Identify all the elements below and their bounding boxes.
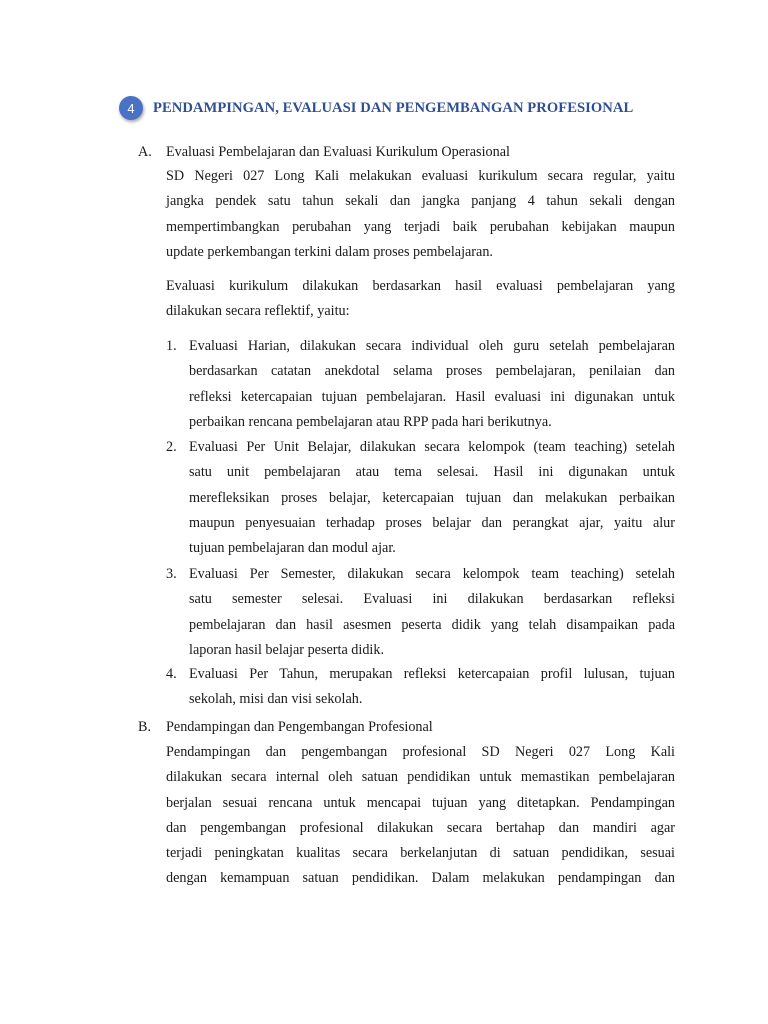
- paragraph-line: Pendampingan dan pengembangan profesional SD Negeri 027 Long Kali: [166, 744, 675, 760]
- list-item-line: satu semester selesai. Evaluasi ini dilakukan berdasarkan refleksi: [189, 591, 675, 608]
- paragraph-line: dengan kemampuan satuan pendidikan. Dalam melakukan pendampingan dan: [166, 870, 675, 887]
- paragraph-line: mempertimbangkan perubahan yang terjadi baik perubahan kebijakan maupun: [166, 218, 675, 235]
- subsection-a-paragraph-1: [166, 164, 675, 265]
- list-item-number: 3.: [166, 566, 177, 582]
- list-item-line: berdasarkan catatan anekdotal selama proses pembelajaran, penilaian dan: [189, 363, 675, 380]
- list-item-line: satu unit pembelajaran atau tema selesai. Hasil ini digunakan untuk: [189, 464, 675, 481]
- subsection-b-title: Pendampingan dan Pengembangan Profesional: [166, 719, 433, 735]
- subsection-a-letter: A.: [138, 144, 152, 160]
- list-item-line: Evaluasi Per Tahun, merupakan refleksi ketercapaian profil lulusan, tujuan: [189, 666, 675, 682]
- list-item-line: tujuan pembelajaran dan modul ajar.: [189, 540, 396, 557]
- list-item-line: sekolah, misi dan visi sekolah.: [189, 691, 363, 708]
- list-item-line: perbaikan rencana pembelajaran atau RPP pada hari berikutnya.: [189, 413, 552, 430]
- paragraph-line: jangka pendek satu tahun sekali dan jangka panjang 4 tahun sekali dengan: [166, 193, 675, 210]
- paragraph-line: Evaluasi kurikulum dilakukan berdasarkan hasil evaluasi pembelajaran yang: [166, 278, 675, 294]
- list-item: [189, 662, 675, 713]
- subsection-a-title: Evaluasi Pembelajaran dan Evaluasi Kurikulum Operasional: [166, 144, 510, 160]
- list-item-line: refleksi ketercapaian tujuan pembelajaran. Hasil evaluasi ini digunakan untuk: [189, 388, 675, 405]
- paragraph-line: terjadi peningkatan kualitas secara berkelanjutan di satuan pendidikan, sesuai: [166, 845, 675, 862]
- paragraph-line: dilakukan secara internal oleh satuan pendidikan untuk memastikan pembelajaran: [166, 769, 675, 786]
- list-item-number: 1.: [166, 338, 177, 354]
- list-item-line: Evaluasi Per Unit Belajar, dilakukan secara kelompok (team teaching) setelah: [189, 439, 675, 455]
- subsection-b-paragraph-1: [166, 740, 675, 892]
- list-item: [189, 334, 675, 435]
- list-item-number: 2.: [166, 439, 177, 455]
- subsection-a-paragraph-2: [166, 274, 675, 325]
- paragraph-line: dilakukan secara reflektif, yaitu:: [166, 303, 350, 320]
- paragraph-line: update perkembangan terkini dalam proses pembelajaran.: [166, 243, 493, 260]
- list-item-line: Evaluasi Harian, dilakukan secara individual oleh guru setelah pembelajaran: [189, 338, 675, 354]
- paragraph-line: SD Negeri 027 Long Kali melakukan evaluasi kurikulum secara regular, yaitu: [166, 168, 675, 184]
- list-item-line: merefleksikan proses belajar, ketercapaian tujuan dan melakukan perbaikan: [189, 489, 675, 506]
- list-item: [189, 562, 675, 663]
- subsection-b-letter: B.: [138, 719, 152, 735]
- list-item-line: Evaluasi Per Semester, dilakukan secara kelompok team teaching) setelah: [189, 566, 675, 582]
- list-item: [189, 435, 675, 561]
- list-item-number: 4.: [166, 666, 177, 682]
- list-item-line: maupun penyesuaian terhadap proses belajar dan perangkat ajar, yaitu alur: [189, 514, 675, 531]
- list-item-line: pembelajaran dan hasil asesmen peserta didik yang telah disampaikan pada: [189, 616, 675, 633]
- section-number-badge: 4: [119, 96, 143, 120]
- section-heading-title: PENDAMPINGAN, EVALUASI DAN PENGEMBANGAN PROFESIONAL: [153, 99, 634, 116]
- list-item-line: laporan hasil belajar peserta didik.: [189, 641, 385, 658]
- paragraph-line: berjalan sesuai rencana untuk mencapai tujuan yang ditetapkan. Pendampingan: [166, 794, 675, 811]
- section-heading: [119, 96, 633, 120]
- paragraph-line: dan pengembangan profesional dilakukan secara bertahap dan mandiri agar: [166, 819, 675, 836]
